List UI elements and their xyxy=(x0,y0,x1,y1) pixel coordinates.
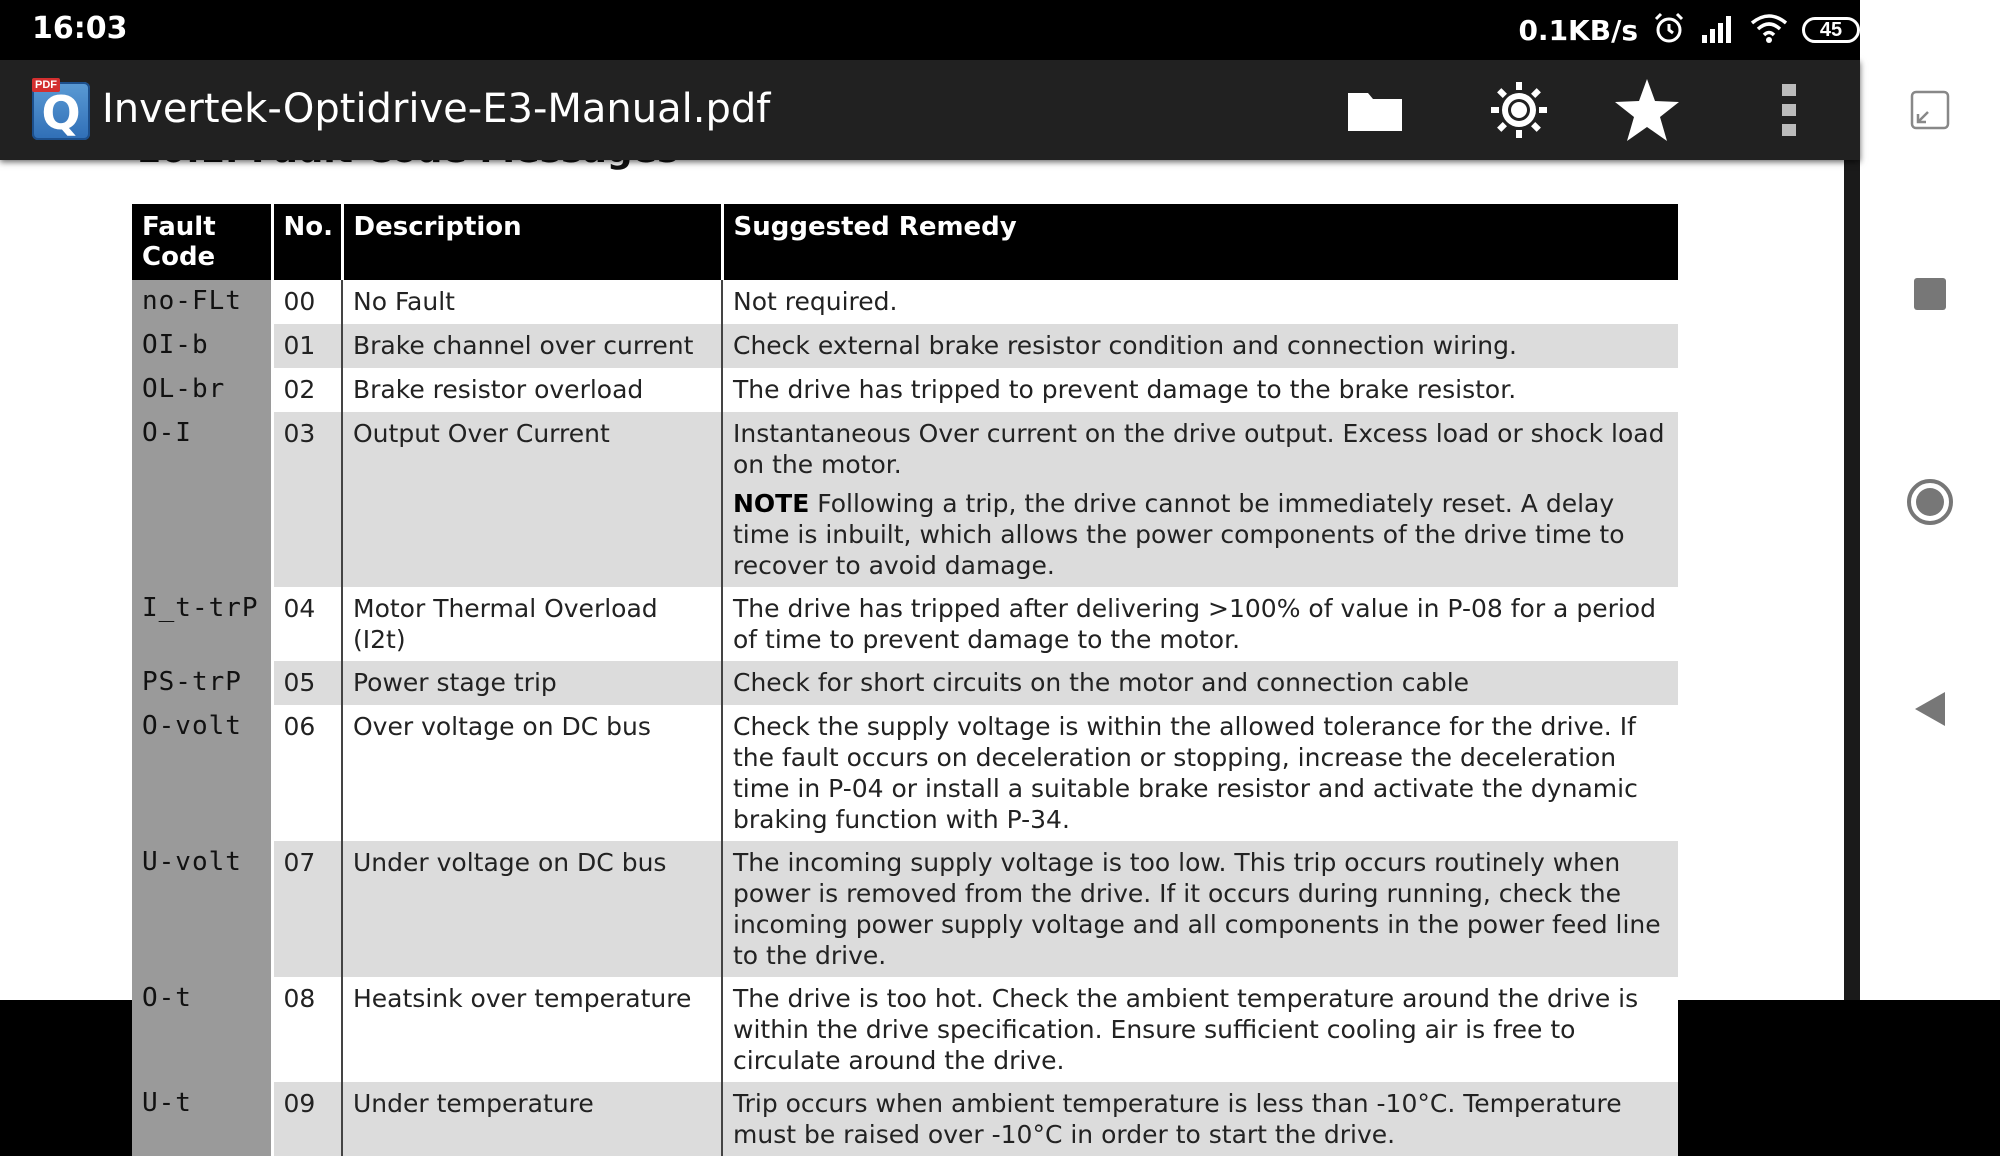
recents-button[interactable] xyxy=(1860,278,2000,315)
table-row xyxy=(132,705,1678,841)
fault-code: O-t xyxy=(132,977,272,1082)
expand-button[interactable] xyxy=(1860,90,2000,135)
app-toolbar xyxy=(0,60,1860,160)
fault-number: 09 xyxy=(272,1082,342,1156)
star-icon xyxy=(1613,77,1681,148)
fault-code-table xyxy=(132,204,1678,1156)
fault-code: OI-b xyxy=(132,324,272,368)
table-row xyxy=(132,977,1678,1082)
app-logo-letter: Q xyxy=(41,86,81,140)
status-clock: 16:03 xyxy=(32,11,128,46)
folder-button[interactable] xyxy=(1340,80,1410,144)
fault-remedy: Trip occurs when ambient temperature is less than -10°C. Temperature must be raised over -10°C in order to start the drive. xyxy=(722,1082,1678,1156)
signal-icon xyxy=(1700,13,1736,48)
fault-description: Over voltage on DC bus xyxy=(342,705,722,841)
fault-remedy: Check for short circuits on the motor and connection cable xyxy=(722,661,1678,705)
table-row xyxy=(132,1082,1678,1156)
bookmark-button[interactable] xyxy=(1612,80,1682,144)
document-view[interactable] xyxy=(0,160,1860,1149)
table-row xyxy=(132,587,1678,661)
column-header-remedy: Suggested Remedy xyxy=(722,204,1678,280)
fault-code: I_t-trP xyxy=(132,587,272,661)
system-nav-bar xyxy=(1860,0,2000,1000)
column-header-no: No. xyxy=(272,204,342,280)
fault-remedy: The drive is too hot. Check the ambient temperature around the drive is within the drive specification. Ensure sufficient cooling air is free to circulate around the drive. xyxy=(722,977,1678,1082)
recents-icon xyxy=(1914,278,1946,315)
folder-icon xyxy=(1346,87,1404,138)
table-row xyxy=(132,841,1678,977)
fault-code: no-FLt xyxy=(132,280,272,324)
status-bar xyxy=(0,0,1860,60)
fault-number: 03 xyxy=(272,412,342,587)
fault-number: 02 xyxy=(272,368,342,412)
fault-remedy: The drive has tripped to prevent damage to the brake resistor. xyxy=(722,368,1678,412)
fault-number: 04 xyxy=(272,587,342,661)
fault-code: U-volt xyxy=(132,841,272,977)
fault-number: 06 xyxy=(272,705,342,841)
fault-number: 08 xyxy=(272,977,342,1082)
fault-number: 05 xyxy=(272,661,342,705)
fault-description: Brake channel over current xyxy=(342,324,722,368)
table-row xyxy=(132,368,1678,412)
remedy-note xyxy=(733,488,1668,581)
wifi-icon xyxy=(1750,13,1788,48)
fault-remedy: Check the supply voltage is within the allowed tolerance for the drive. If the fault occurs on deceleration or stopping, increase the deceleration time in P-04 or install a suitable brake resistor and activate the dynamic braking function with P-34. xyxy=(722,705,1678,841)
home-icon xyxy=(1906,478,1954,531)
fault-number: 00 xyxy=(272,280,342,324)
fault-description: Motor Thermal Overload (I2t) xyxy=(342,587,722,661)
status-right-group xyxy=(1518,10,1860,50)
fault-code: O-I xyxy=(132,412,272,587)
fault-code: PS-trP xyxy=(132,661,272,705)
fault-remedy: The incoming supply voltage is too low. This trip occurs routinely when power is removed from the drive. If it occurs during running, check the incoming power supply voltage and all components in the power feed line to the drive. xyxy=(722,841,1678,977)
fault-description: No Fault xyxy=(342,280,722,324)
fault-remedy: Instantaneous Over current on the drive output. Excess load or shock load on the motor. xyxy=(733,419,1665,479)
fault-description: Under voltage on DC bus xyxy=(342,841,722,977)
brightness-icon xyxy=(1489,80,1549,145)
note-text: Following a trip, the drive cannot be immediately reset. A delay time is inbuilt, which allows the power components of the drive time to recover to avoid damage. xyxy=(733,489,1625,580)
fault-description: Under temperature xyxy=(342,1082,722,1156)
network-speed: 0.1KB/s xyxy=(1518,13,1638,47)
fault-remedy: The drive has tripped after delivering >100% of value in P-08 for a period of time to prevent damage to the motor. xyxy=(722,587,1678,661)
table-row xyxy=(132,280,1678,324)
column-header-fault-code: Fault Code xyxy=(132,204,272,280)
app-logo-badge: PDF xyxy=(32,78,60,92)
fault-code: OL-br xyxy=(132,368,272,412)
overflow-menu-button[interactable] xyxy=(1754,80,1824,144)
fault-description: Output Over Current xyxy=(342,412,722,587)
alarm-icon xyxy=(1652,11,1686,50)
note-label: NOTE xyxy=(733,489,810,518)
fault-number: 07 xyxy=(272,841,342,977)
app-logo[interactable] xyxy=(32,79,90,140)
fault-description: Power stage trip xyxy=(342,661,722,705)
fault-remedy: Check external brake resistor condition and connection wiring. xyxy=(722,324,1678,368)
table-row xyxy=(132,661,1678,705)
fault-number: 01 xyxy=(272,324,342,368)
brightness-button[interactable] xyxy=(1484,80,1554,144)
table-row xyxy=(132,324,1678,368)
home-button[interactable] xyxy=(1860,478,2000,531)
table-header-row xyxy=(132,204,1678,280)
back-button[interactable] xyxy=(1860,690,2000,733)
table-row xyxy=(132,412,1678,587)
fault-description: Heatsink over temperature xyxy=(342,977,722,1082)
overflow-menu-icon xyxy=(1779,82,1799,143)
fault-remedy: Not required. xyxy=(722,280,1678,324)
expand-icon xyxy=(1910,90,1950,135)
fault-code: O-volt xyxy=(132,705,272,841)
fault-description: Brake resistor overload xyxy=(342,368,722,412)
fault-remedy-cell xyxy=(722,412,1678,587)
column-header-description: Description xyxy=(342,204,722,280)
document-title: Invertek-Optidrive-E3-Manual.pdf xyxy=(102,86,771,132)
back-icon xyxy=(1913,690,1947,733)
battery-icon: 45 xyxy=(1802,17,1860,43)
fault-code: U-t xyxy=(132,1082,272,1156)
